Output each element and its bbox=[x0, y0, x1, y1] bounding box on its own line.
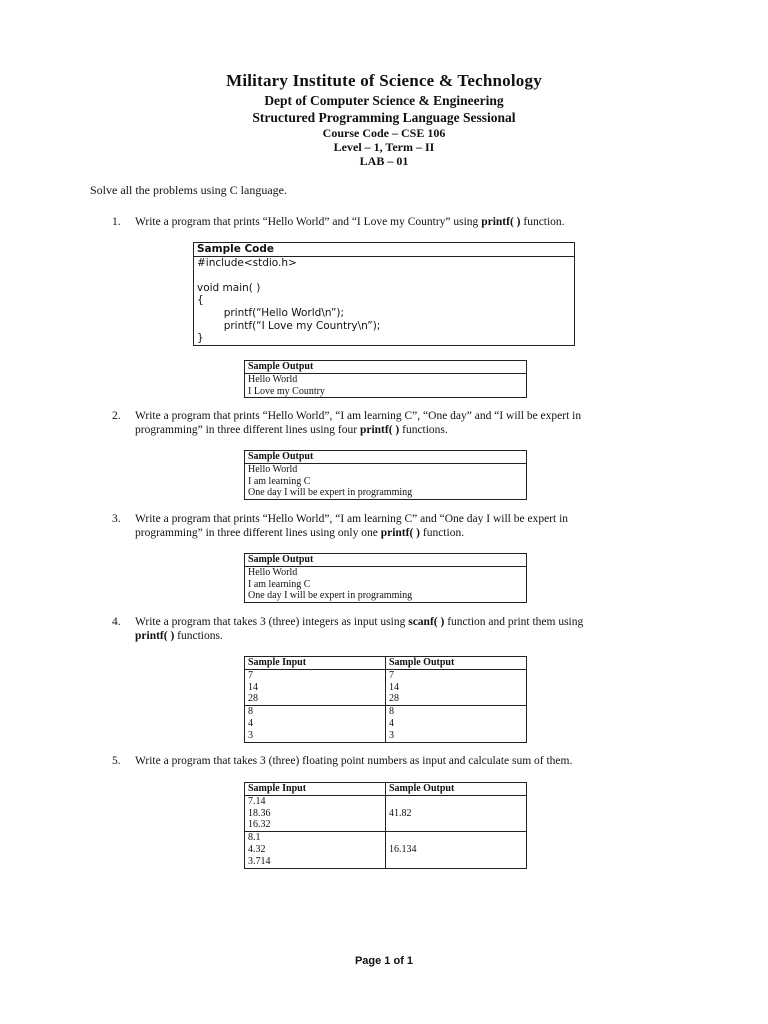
question-number: 1. bbox=[112, 216, 121, 228]
sample-output-table bbox=[244, 360, 527, 398]
question-text: Write a program that takes 3 (three) floating point numbers as input and calculate sum of them. bbox=[135, 755, 573, 767]
level-term: Level – 1, Term – II bbox=[333, 140, 435, 154]
output-line: Hello World bbox=[248, 566, 298, 578]
sample-io-table bbox=[244, 782, 527, 869]
code-line: printf(“I Love my Country\n”); bbox=[197, 319, 381, 332]
input-value: 8.1 bbox=[248, 832, 261, 844]
sample-input-header: Sample Input bbox=[245, 783, 386, 796]
input-value: 4 bbox=[248, 717, 253, 729]
output-line: Hello World bbox=[248, 463, 298, 475]
code-line: void main( ) bbox=[197, 281, 261, 294]
question-number: 5. bbox=[112, 755, 121, 767]
input-value: 8 bbox=[248, 706, 253, 718]
table-row bbox=[245, 669, 527, 705]
input-value: 18.36 bbox=[248, 807, 271, 819]
question-text: Write a program that prints “Hello World” and “I Love my Country” using printf( ) function. bbox=[135, 216, 565, 228]
table-row bbox=[245, 795, 527, 831]
input-value: 3.714 bbox=[248, 855, 271, 867]
output-value: 8 bbox=[389, 706, 394, 718]
input-value: 7 bbox=[248, 669, 253, 681]
question-number: 2. bbox=[112, 410, 121, 422]
question-text: Write a program that takes 3 (three) integers as input using scanf( ) function and print them using printf( ) functions. bbox=[135, 616, 584, 642]
output-line: Hello World bbox=[248, 373, 298, 385]
sample-input-header: Sample Input bbox=[245, 657, 386, 670]
course-title: Structured Programming Language Sessional bbox=[252, 110, 516, 125]
input-value: 28 bbox=[248, 693, 258, 705]
sample-output-header: Sample Output bbox=[245, 451, 527, 464]
sample-output-header: Sample Output bbox=[245, 361, 527, 374]
code-line: { bbox=[197, 294, 204, 307]
question-number: 3. bbox=[112, 513, 121, 525]
input-value: 3 bbox=[248, 729, 253, 741]
lab-number: LAB – 01 bbox=[359, 154, 409, 168]
code-line bbox=[197, 269, 571, 282]
course-code: Course Code – CSE 106 bbox=[322, 126, 446, 140]
output-value: 14 bbox=[389, 681, 399, 693]
intro-text: Solve all the problems using C language. bbox=[90, 183, 287, 197]
output-value: 16.134 bbox=[386, 832, 527, 868]
output-value: 7 bbox=[389, 669, 394, 681]
question-text: Write a program that prints “Hello World”, “I am learning C” and “One day I will be expert in programming” in three different lines using only one printf( ) function. bbox=[135, 513, 569, 539]
question-number: 4. bbox=[112, 616, 121, 628]
sample-output-header: Sample Output bbox=[386, 657, 527, 670]
output-value: 28 bbox=[389, 693, 399, 705]
output-line: I Love my Country bbox=[248, 385, 325, 397]
output-value: 3 bbox=[389, 729, 394, 741]
input-value: 7.14 bbox=[248, 795, 266, 807]
code-line: #include<stdio.h> bbox=[197, 256, 297, 269]
output-line: I am learning C bbox=[248, 475, 311, 487]
sample-io-table bbox=[244, 656, 527, 743]
sample-output-header: Sample Output bbox=[386, 783, 527, 796]
output-line: I am learning C bbox=[248, 578, 311, 590]
output-value: 41.82 bbox=[386, 795, 527, 831]
sample-code-header: Sample Code bbox=[194, 243, 575, 257]
input-value: 16.32 bbox=[248, 819, 271, 831]
institute-title: Military Institute of Science & Technology bbox=[226, 71, 542, 90]
department-title: Dept of Computer Science & Engineering bbox=[264, 93, 504, 108]
sample-output-table bbox=[244, 450, 527, 500]
code-line: printf(“Hello World\n”); bbox=[197, 306, 345, 319]
input-value: 4.32 bbox=[248, 843, 266, 855]
question-text: Write a program that prints “Hello World”, “I am learning C”, “One day” and “I will be expert in programming” in three different lines using four printf( ) functions. bbox=[135, 410, 582, 436]
table-row bbox=[245, 706, 527, 742]
sample-code-body bbox=[194, 256, 575, 345]
sample-code-table bbox=[193, 242, 575, 346]
sample-output-header: Sample Output bbox=[245, 554, 527, 567]
code-line: } bbox=[197, 332, 204, 345]
output-line: One day I will be expert in programming bbox=[248, 590, 413, 602]
output-value: 4 bbox=[389, 717, 394, 729]
input-value: 14 bbox=[248, 681, 258, 693]
output-line: One day I will be expert in programming bbox=[248, 487, 413, 499]
page-number: Page 1 of 1 bbox=[354, 955, 414, 967]
table-row bbox=[245, 832, 527, 868]
sample-output-table bbox=[244, 553, 527, 603]
